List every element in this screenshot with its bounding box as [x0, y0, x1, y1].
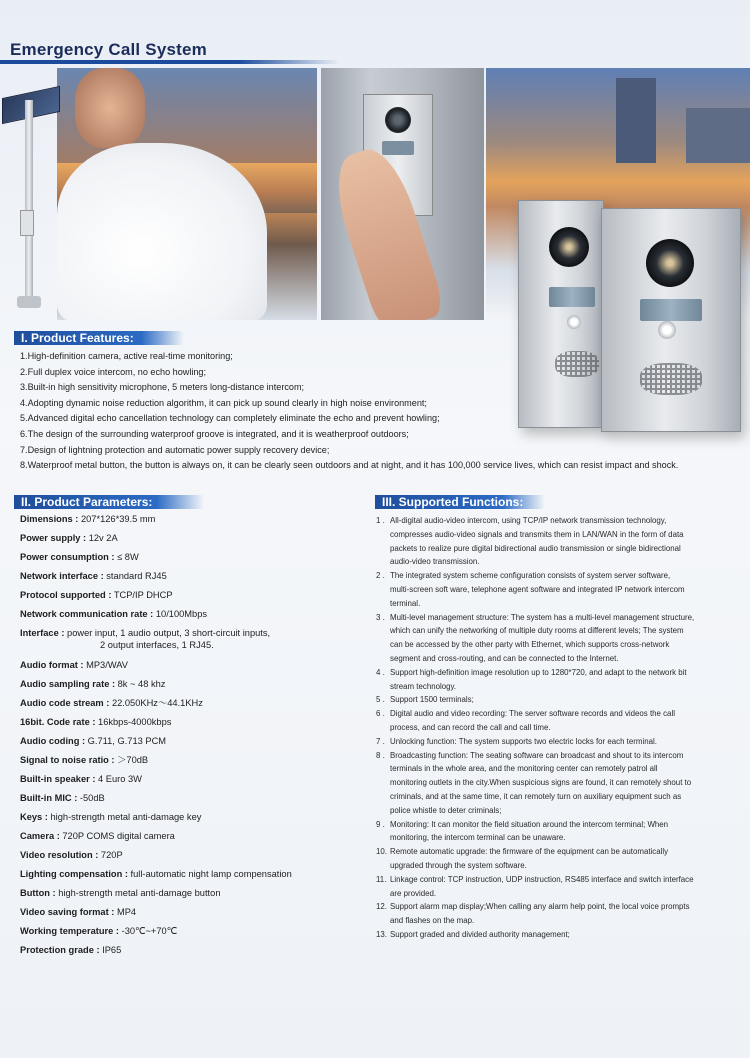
function-item [376, 749, 748, 818]
page-header [0, 34, 330, 66]
pole-base [17, 296, 41, 308]
param-key: Video saving format : [20, 907, 115, 917]
param-row [20, 887, 350, 906]
function-text-line: which can unify the networking of multiple duty rooms at different levels; The system [390, 626, 684, 636]
function-text-line: Monitoring: It can monitor the field situation around the intercom terminal; When [390, 819, 669, 829]
title-underline [0, 60, 340, 64]
param-key: Audio format : [20, 660, 84, 670]
param-row [20, 627, 350, 659]
function-text-line: upgraded through the system software. [390, 860, 527, 870]
function-number: 7 . [376, 736, 385, 746]
function-number: 6 . [376, 709, 385, 719]
function-text-line: Broadcasting function: The seating software can broadcast and shout to its intercom [390, 750, 684, 760]
photo-person-waterfront [57, 68, 317, 320]
function-item [376, 693, 748, 707]
param-value: 720P [98, 850, 123, 860]
function-item [376, 845, 748, 873]
param-row [20, 792, 350, 811]
param-key: Keys : [20, 812, 48, 822]
param-key: Video resolution : [20, 850, 99, 860]
param-value: MP3/WAV [83, 660, 128, 670]
function-item [376, 900, 748, 928]
param-value: high-strength metal anti-damage button [55, 888, 221, 898]
function-item [376, 735, 748, 749]
param-value: -30℃~+70℃ [119, 926, 178, 936]
function-item [376, 873, 748, 901]
function-number: 12. [376, 902, 387, 912]
function-item [376, 818, 748, 846]
function-text-line: Unlocking function: The system supports two electric locks for each terminal. [390, 736, 657, 746]
functions-heading: III. Supported Functions: [375, 495, 545, 509]
function-item [376, 569, 748, 610]
function-text-line: monitoring, the intercom terminal can be unaware. [390, 833, 566, 843]
function-item [376, 611, 748, 666]
feature-item: 3.Built-in high sensitivity microphone, 5 meters long-distance intercom; [20, 382, 305, 393]
param-value: 720P COMS digital camera [59, 831, 175, 841]
function-text-line: stream technology. [390, 681, 457, 691]
function-text-line: Support 1500 terminals; [390, 695, 474, 705]
function-text-line: terminals in the whole area, and the monitoring center can remotely patrol all [390, 764, 658, 774]
param-key: Audio coding : [20, 736, 86, 746]
params-heading: II. Product Parameters: [14, 495, 204, 509]
param-value: standard RJ45 [103, 571, 167, 581]
param-row [20, 868, 350, 887]
push-button-icon [658, 321, 676, 339]
call-label-icon [640, 299, 702, 321]
param-row [20, 811, 350, 830]
param-value: high-strength metal anti-damage key [47, 812, 202, 822]
param-row [20, 608, 350, 627]
param-key: Protocol supported : [20, 590, 112, 600]
param-value: IP65 [99, 945, 122, 955]
param-row [20, 754, 350, 773]
param-key: Network communication rate : [20, 609, 154, 619]
function-number: 13. [376, 929, 387, 939]
photo-hand-pressing-button [321, 68, 484, 320]
function-text-line: police whistle to deter criminals; [390, 805, 502, 815]
param-row [20, 735, 350, 754]
param-row [20, 830, 350, 849]
function-number: 2 . [376, 571, 385, 581]
function-text-line: packets to realize pure digital bidirectional audio transmission or single bidirectional [390, 543, 681, 553]
function-text-line: are provided. [390, 888, 437, 898]
feature-item: 4.Adopting dynamic noise reduction algorithm, it can pick up sound clearly in high noise environment; [20, 397, 427, 408]
function-text-line: Linkage control: TCP instruction, UDP instruction, RS485 interface and switch interface [390, 874, 694, 884]
feature-item: 6.The design of the surrounding waterproof groove is integrated, and it is weatherproof outdoors; [20, 428, 409, 439]
pole-intercom-box [20, 210, 34, 236]
function-text-line: All-digital audio-video intercom, using TCP/IP network transmission technology, [390, 516, 667, 525]
param-key: Dimensions : [20, 514, 79, 524]
param-key: Network interface : [20, 571, 104, 581]
param-row [20, 678, 350, 697]
function-text-line: process, and can record the call and call time. [390, 722, 551, 732]
function-text-line: segment and cross-routing, and can be connected to the Internet. [390, 653, 619, 663]
param-value: 8k ~ 48 khz [115, 679, 166, 689]
features-list [20, 349, 750, 474]
camera-lens-icon [385, 107, 411, 133]
function-number: 5 . [376, 695, 385, 705]
tower-building [616, 78, 656, 163]
call-label-icon [549, 287, 595, 307]
param-key: Audio code stream : [20, 698, 110, 708]
feature-item: 8.Waterproof metal button, the button is always on, it can be clearly seen outdoors and at night, and it has 100,000 service lives, which can resist impact and shock. [20, 460, 679, 471]
page-title: Emergency Call System [10, 40, 207, 59]
param-row [20, 659, 350, 678]
function-text-line: compresses audio-video signals and transmits them in LAN/WAN in the form of data [390, 529, 684, 539]
param-key: Audio sampling rate : [20, 679, 116, 689]
function-text-line: and flashes on the map. [390, 916, 475, 926]
param-row [20, 716, 350, 735]
param-value: 207*126*39.5 mm [78, 514, 156, 524]
param-key: Power consumption : [20, 552, 115, 562]
param-key: Power supply : [20, 533, 87, 543]
function-number: 11. [376, 874, 387, 884]
function-item [376, 928, 748, 942]
param-key: Interface : [20, 628, 65, 638]
param-row [20, 849, 350, 868]
pole-image [25, 100, 33, 300]
param-value: ＞70dB [114, 755, 149, 765]
param-key: 16bit. Code rate : [20, 717, 96, 727]
call-button-icon [382, 141, 414, 155]
function-text-line: The integrated system scheme configuration consists of system server software, [390, 571, 671, 581]
param-row [20, 551, 350, 570]
param-row [20, 589, 350, 608]
function-number: 4 . [376, 667, 385, 677]
params-list [20, 513, 350, 963]
param-row [20, 697, 350, 716]
function-text-line: Remote automatic upgrade: the firmware of the equipment can be automatically [390, 847, 669, 857]
param-value: -50dB [77, 793, 105, 803]
param-row [20, 513, 350, 532]
param-value: 12v 2A [86, 533, 118, 543]
param-row [20, 925, 350, 944]
param-key: Built-in MIC : [20, 793, 78, 803]
feature-item: 7.Design of lightning protection and automatic power supply recovery device; [20, 444, 330, 455]
function-text-line: monitoring outlets in the city.When suspicious signs are found, it can remotely shout to [390, 778, 692, 788]
param-value: 10/100Mbps [153, 609, 208, 619]
function-text-line: multi-screen soft ware, telephone agent software and integrated IP network intercom [390, 584, 685, 594]
param-value: full-automatic night lamp compensation [127, 869, 292, 879]
function-text-line: criminals, and at the same time, it can remotely turn on auxiliary equipment such as [390, 791, 682, 801]
function-number: 1 . [376, 516, 385, 525]
functions-list [376, 514, 748, 942]
param-row [20, 532, 350, 551]
feature-item: 1.High-definition camera, active real-time monitoring; [20, 351, 233, 361]
function-text-line: Support high-definition image resolution up to 1280*720, and adapt to the network bit [390, 667, 687, 677]
function-number: 3 . [376, 612, 385, 622]
param-row [20, 570, 350, 589]
param-key: Working temperature : [20, 926, 120, 936]
person-head [75, 68, 145, 148]
function-text-line: Support alarm map display;When calling any alarm help point, the local voice prompts [390, 902, 690, 912]
param-key: Signal to noise ratio : [20, 755, 115, 765]
function-text-line: audio-video transmission. [390, 557, 480, 567]
param-value: MP4 [114, 907, 137, 917]
function-text-line: can be accessed by the other party with Ethernet, which supports cross-network [390, 640, 670, 650]
param-value: power input, 1 audio output, 3 short-circuit inputs, [64, 628, 271, 638]
param-row [20, 944, 350, 963]
param-value: TCP/IP DHCP [111, 590, 173, 600]
param-value: 16kbps-4000kbps [95, 717, 172, 727]
function-number: 9 . [376, 819, 385, 829]
param-value: ≤ 8W [114, 552, 139, 562]
param-value: 22.050KHz～44.1KHz [109, 698, 203, 708]
function-text-line: terminal. [390, 598, 421, 608]
feature-item: 2.Full duplex voice intercom, no echo howling; [20, 366, 207, 377]
push-button-icon [567, 315, 581, 329]
param-key: Lighting compensation : [20, 869, 128, 879]
camera-lens-icon [549, 227, 589, 267]
param-row [20, 773, 350, 792]
function-number: 10. [376, 847, 387, 857]
param-value: 4 Euro 3W [95, 774, 142, 784]
function-text-line: Multi-level management structure: The system has a multi-level management structure, [390, 612, 695, 622]
function-text-line: Support graded and divided authority management; [390, 929, 570, 939]
param-value: G.711, G.713 PCM [85, 736, 167, 746]
param-key: Button : [20, 888, 56, 898]
person-shirt [57, 143, 267, 320]
feature-item: 5.Advanced digital echo cancellation technology can completely eliminate the echo and prevent howling; [20, 413, 440, 424]
skyline-building [686, 108, 750, 163]
function-item [376, 707, 748, 735]
param-row [20, 906, 350, 925]
function-item [376, 666, 748, 694]
param-key: Built-in speaker : [20, 774, 96, 784]
param-key: Camera : [20, 831, 60, 841]
function-item [376, 514, 748, 569]
function-text-line: Digital audio and video recording: The server software records and videos the call [390, 709, 675, 719]
function-number: 8 . [376, 750, 385, 760]
param-value-continued: 2 output interfaces, 1 RJ45. [100, 640, 214, 650]
param-key: Protection grade : [20, 945, 100, 955]
features-heading: I. Product Features: [14, 331, 184, 345]
camera-lens-icon [646, 239, 694, 287]
